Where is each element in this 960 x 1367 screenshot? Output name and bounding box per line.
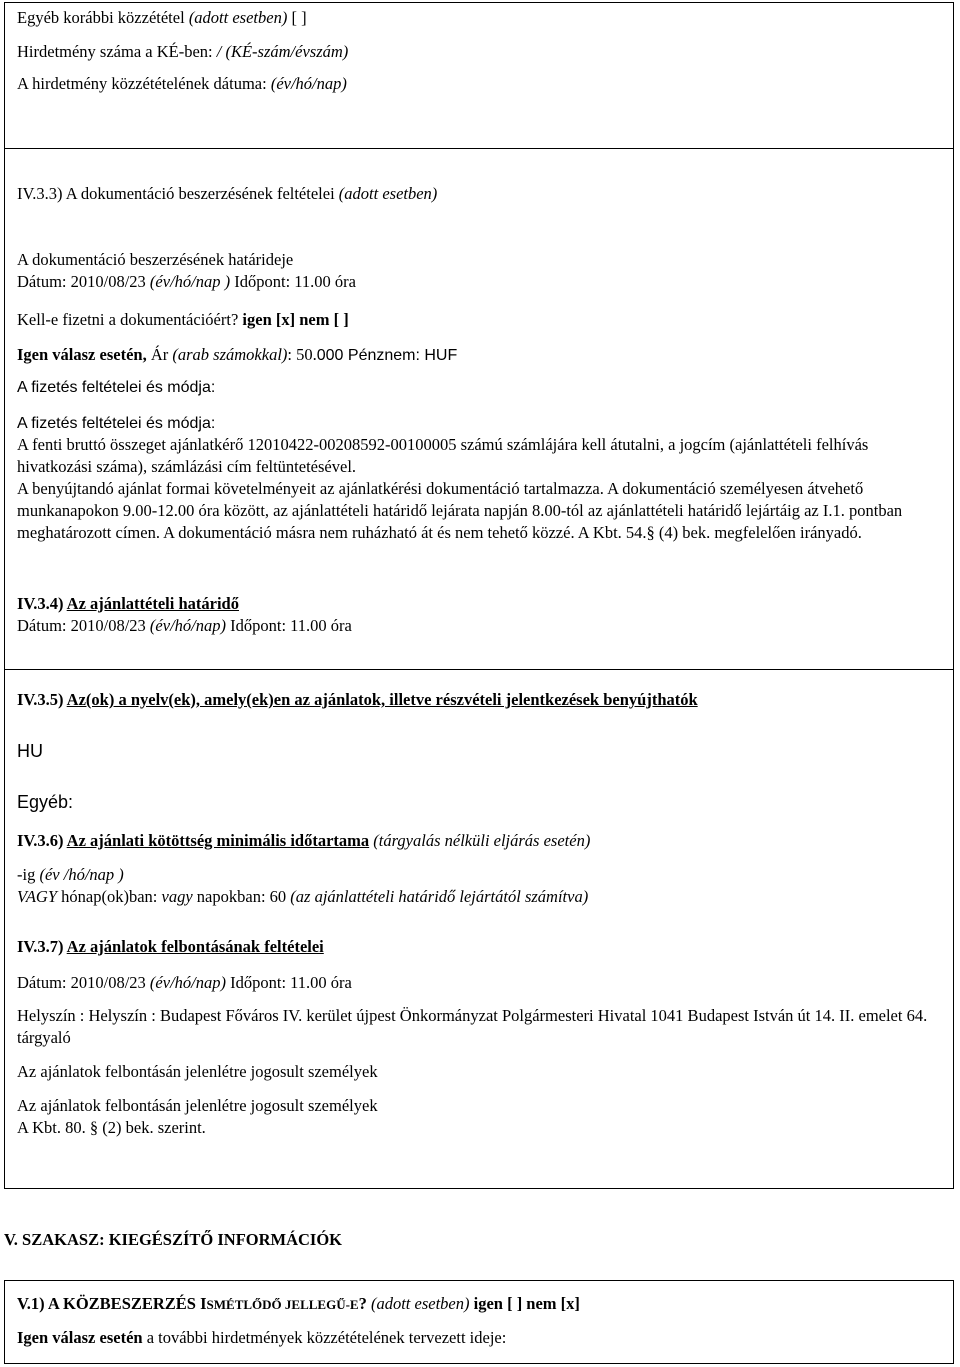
heading-iv-3-7: IV.3.7) Az ajánlatok felbontásának feltételei bbox=[17, 937, 324, 956]
heading-v-1: V.1) A KÖZBESZERZÉS ISMÉTLŐDŐ JELLEGŰ-E? (adott esetben) igen [ ] nem [x] bbox=[17, 1294, 580, 1313]
payment-terms-label-1: A fizetés feltételei és módja: bbox=[17, 379, 216, 396]
heading-iv-3-5: IV.3.5) Az(ok) a nyelv(ek), amely(ek)en az ajánlatok, illetve részvételi jelentkezések benyújthatók bbox=[17, 690, 698, 709]
heading-iv-3-6: IV.3.6) Az ajánlati kötöttség minimális időtartama (tárgyalás nélküli eljárás esetén) bbox=[17, 831, 591, 850]
validity-until: -ig (év /hó/nap ) bbox=[17, 865, 124, 884]
heading-iv-3-4: IV.3.4) Az ajánlattételi határidő bbox=[17, 594, 239, 613]
opening-persons-1: Az ajánlatok felbontásán jelenlétre jogosult személyek bbox=[17, 1062, 378, 1081]
heading-iv-3-3: IV.3.3) A dokumentáció beszerzésének feltételei (adott esetben) bbox=[17, 184, 438, 203]
box-language-and-opening bbox=[4, 669, 954, 1189]
box-previous-publication bbox=[4, 2, 954, 149]
language-other: Egyéb: bbox=[17, 792, 74, 812]
price-line: Igen válasz esetén, Ár (arab számokkal): 50.000 Pénznem: HUF bbox=[17, 345, 458, 364]
documentation-deadline-label: A dokumentáció beszerzésének határideje bbox=[17, 250, 294, 269]
payment-terms-text: A fenti bruttó összeget ajánlatkérő 12010422-00208592-00100005 számú számlájára kell átutalni, a jogcím (ajánlattételi felhívás hivatkozási száma), számlázási cím feltüntetésével. bbox=[17, 435, 869, 476]
language-hu: HU bbox=[17, 741, 43, 761]
validity-duration: VAGY hónap(ok)ban: vagy napokban: 60 (az ajánlattételi határidő lejártától számítva) bbox=[17, 887, 589, 906]
recurrence-yes-answer: Igen válasz esetén a további hirdetmények közzétételének tervezett ideje: bbox=[17, 1328, 507, 1347]
section-v-title: V. SZAKASZ: KIEGÉSZÍTŐ INFORMÁCIÓK bbox=[4, 1230, 343, 1249]
opening-persons-2: Az ajánlatok felbontásán jelenlétre jogosult személyek bbox=[17, 1096, 378, 1115]
box-recurrence bbox=[4, 1280, 954, 1364]
payment-question: Kell-e fizetni a dokumentációért? igen [x] nem [ ] bbox=[17, 310, 349, 329]
tender-deadline-date: Dátum: 2010/08/23 (év/hó/nap) Időpont: 11.00 óra bbox=[17, 616, 352, 635]
documentation-deadline-date: Dátum: 2010/08/23 (év/hó/nap ) Időpont: 11.00 óra bbox=[17, 272, 356, 291]
notice-number: Hirdetmény száma a KÉ-ben: / (KÉ-szám/évszám) bbox=[17, 42, 349, 61]
box-documentation-conditions bbox=[4, 148, 954, 670]
opening-kbt-reference: A Kbt. 80. § (2) bek. szerint. bbox=[17, 1118, 206, 1137]
publication-date: A hirdetmény közzétételének dátuma: (év/hó/nap) bbox=[17, 74, 347, 93]
opening-date: Dátum: 2010/08/23 (év/hó/nap) Időpont: 11.00 óra bbox=[17, 973, 352, 992]
payment-terms-label-2: A fizetés feltételei és módja: bbox=[17, 415, 216, 432]
documentation-terms-text: A benyújtandó ajánlat formai követelményeit az ajánlatkérési dokumentáció tartalmazza. A dokumentáció személyesen átvehető munkanapokon 9.00-12.00 óra között, az ajánlattételi határidő lejárata napján 8.00-tól az ajánlattételi határidő lejártáig az I.1. pontban meghatározott címen. A dokumentáció másra nem ruházható át és nem tehető közzé. A Kbt. 54.§ (4) bek. megfelelően irányadó. bbox=[17, 479, 903, 542]
opening-place: Helyszín : Helyszín : Budapest Főváros IV. kerület újpest Önkormányzat Polgármesteri Hivatal 1041 Budapest István út 14. II. emelet 64. tárgyaló bbox=[17, 1006, 928, 1047]
other-previous-publication: Egyéb korábbi közzététel (adott esetben) [ ] bbox=[17, 8, 307, 27]
